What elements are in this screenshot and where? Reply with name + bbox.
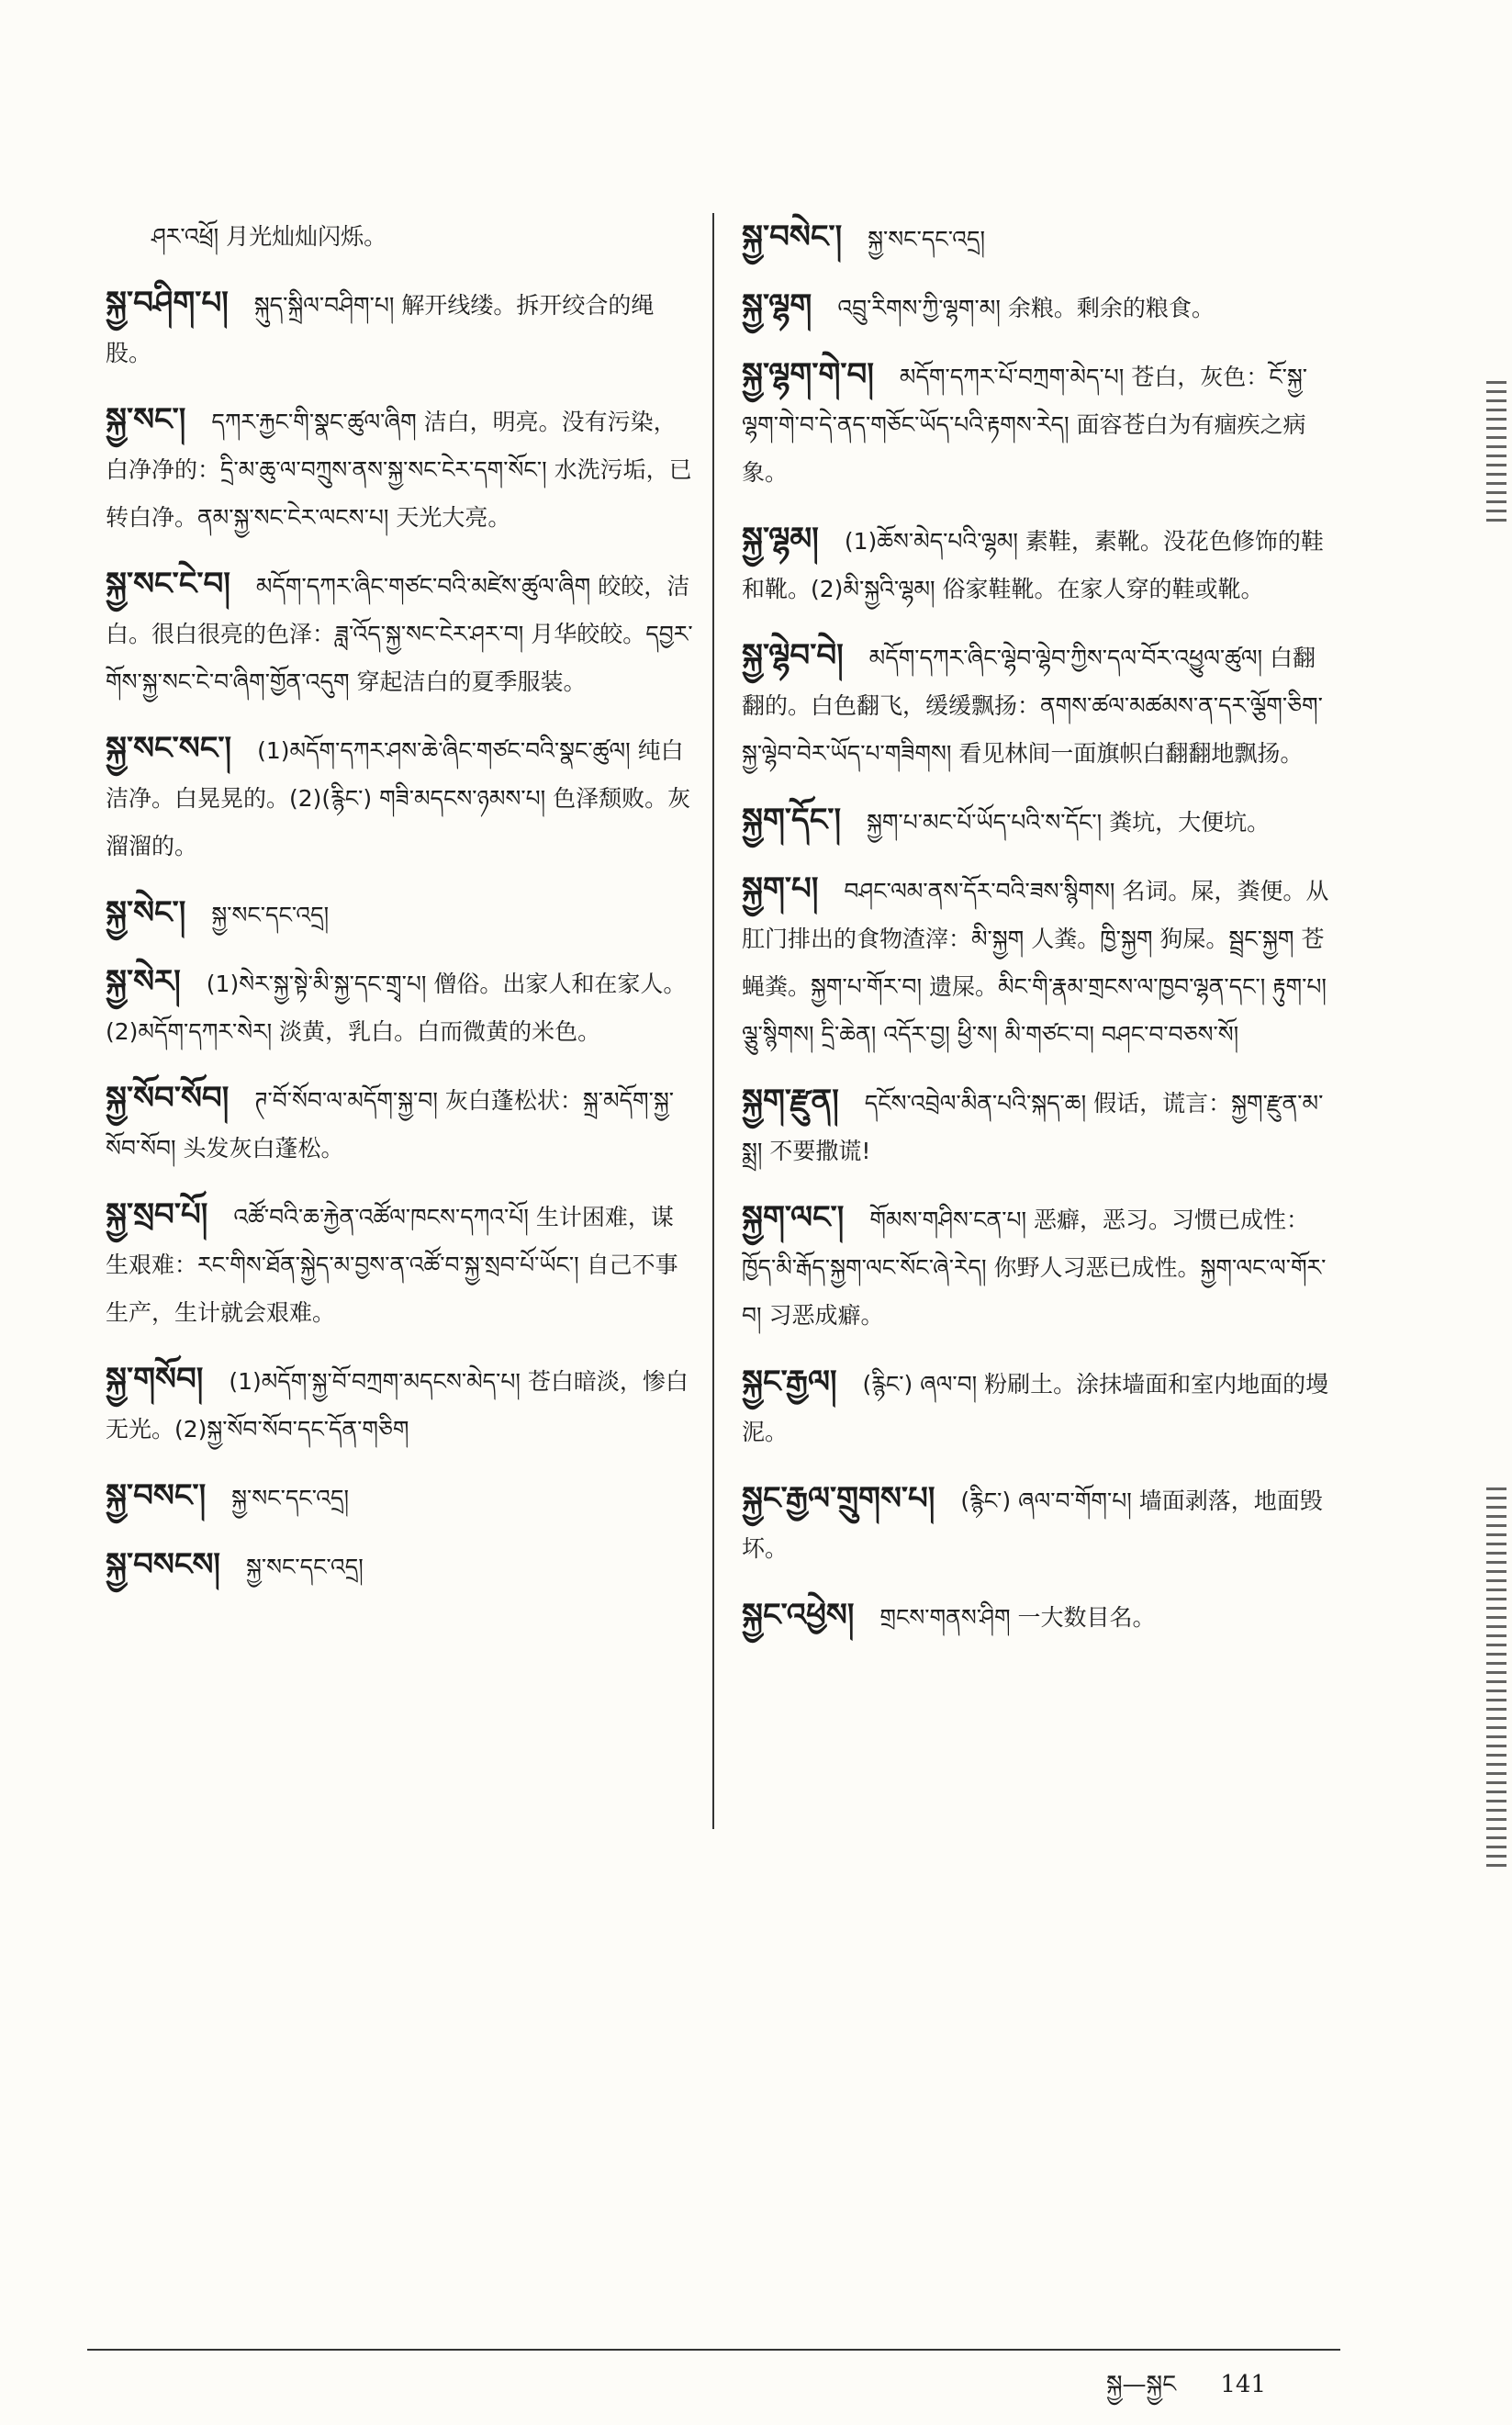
entry-headword: སྐྱ་ལྷེབ་བེ།: [742, 637, 844, 674]
entry-definition: (རྙིང་) ཞལ་བ་གོག་པ། 墙面剥落，地面毁坏。: [742, 1488, 1323, 1562]
entry-headword: སྐྱག་པ།: [742, 870, 819, 907]
left-column: [106, 213, 693, 1610]
dictionary-entry: [106, 560, 693, 706]
dictionary-entry: [106, 1191, 693, 1337]
column-divider: [712, 213, 714, 1829]
entry-definition: མདོག་དཀར་ཞིང་ལྷེབ་ལྷེབ་ཀྱིས་དལ་བོར་འཕྱུལ་ཚུལ། 白翻翻的。白色翻飞，缓缓飘扬：ནགས་ཚལ་མཚམས་ན་དར་ལྕོག་ཅིག་སྐྱ་ལྷེབ་བེར་ཡོད་པ་གཟིགས། 看见林间一面旗帜白翻翻地飘扬。: [742, 645, 1323, 767]
thumb-index-marks-top: [1486, 381, 1506, 528]
entry-headword: སྐྱ་བསངས།: [106, 1546, 220, 1583]
entry-definition: སྐྱ་སང་དང་འདྲ།: [245, 1554, 364, 1580]
entry-definition: (རྙིང་) ཞལ་བ། 粉刷土。涂抹墙面和室内地面的墁泥。: [742, 1371, 1329, 1445]
right-column: [742, 213, 1338, 1660]
entry-definition: སྐྱ་སང་དང་འདྲ།: [868, 226, 985, 253]
entry-headword: སྐྱ་གསོབ།: [106, 1361, 204, 1398]
dictionary-entry: [742, 1591, 1338, 1642]
dictionary-entry: [742, 1475, 1338, 1573]
entry-headword: སྐྱང་རྒྱལ།: [742, 1364, 837, 1400]
entry-definition: བཤང་ལམ་ནས་དོར་བའི་ཟས་སྙིགས། 名词。屎，粪便。从肛门排出的食物渣滓：མི་སྐྱག 人粪。ཁྱི་སྐྱག 狗屎。སྦྲང་སྐྱག 苍蝇粪。སྐྱག་པ་གོར་བ། 遗屎。མིང་གི་རྣམ་གྲངས་ལ་ཁྱབ་ལྷན་དང་། རྟུག་པ། ལྕུ་སྙིགས། དྲི་ཆེན། འདོར་བྱ། ཕྱི་ས། མི་གཙང་བ། བཤང་བ་བཅས་སོ།: [742, 878, 1334, 1048]
page-footer: [1106, 2358, 1266, 2425]
entry-headword: སྐྱ་སེང་།: [106, 894, 186, 931]
entry-definition: གྲངས་གནས་ཤིག 一大数目名。: [879, 1604, 1156, 1631]
page-number: 141: [1220, 2371, 1267, 2398]
entry-headword: སྐྱ་ལྷག: [742, 287, 812, 324]
dictionary-entry: [742, 865, 1338, 1059]
entry-headword: སྐྱ་སང་།: [106, 401, 186, 438]
dictionary-entry: [742, 282, 1338, 332]
entry-headword: སྐྱང་འཕྱེས།: [742, 1597, 855, 1634]
entry-headword: སྐྱག་རྫུན།: [742, 1083, 839, 1119]
entry-headword: སྐྱ་སེར།: [106, 963, 181, 1000]
entry-definition: མདོག་དཀར་པོ་བཀྲག་མེད་པ། 苍白，灰色：ངོ་སྐྱ་ལྷག་གེ་བ་དེ་ནད་གཅོང་ཡོད་པའི་རྟགས་རེད། 面容苍白为有痼疾之病象。: [742, 364, 1308, 486]
entry-headword: སྐྱ་སང་ངེ་བ།: [106, 566, 230, 602]
footer-entry-range: སྐྱ—སྐྱང: [1106, 2371, 1177, 2398]
entry-definition: འཚོ་བའི་ཆ་རྐྱེན་འཚོལ་ཁངས་དཀའ་པོ། 生计困难，谋生艰难：རང་གིས་ཐོན་སྐྱེད་མ་བྱས་ན་འཚོ་བ་སྐྱ་སྲབ་པོ་ཡོང་། 自己不事生产，生计就会艰难。: [106, 1204, 678, 1326]
entry-definition: (1)ཆོས་མེད་པའི་ལྷམ། 素鞋，素靴。没花色修饰的鞋和靴。(2)མི་སྐྱའི་ལྷམ། 俗家鞋靴。在家人穿的鞋或靴。: [742, 528, 1324, 602]
dictionary-entry: [106, 1472, 693, 1522]
dictionary-entry: [106, 958, 693, 1056]
thumb-index-marks-bottom: [1486, 1488, 1506, 1873]
entry-headword: སྐྱ་ལྷག་གེ་བ།: [742, 356, 874, 393]
entry-definition: (1)མདོག་དཀར་ཤས་ཆེ་ཞིང་གཙང་བའི་སྣང་ཚུལ། 纯白洁净。白晃晃的。(2)(རྙིང་) གཟི་མདངས་ཉམས་པ། 色泽颓败。灰溜溜的。: [106, 737, 691, 859]
entry-definition: དཀར་རྐྱང་གི་སྣང་ཚུལ་ཞིག 洁白，明亮。没有污染，白净净的：དྲི་མ་ཆུ་ལ་བཀྲུས་ནས་སྐྱ་སང་ངེར་དག་སོང་། 水洗污垢，已转白净。ནམ་སྐྱ་སང་ངེར་ལངས་པ། 天光大亮。: [106, 409, 692, 531]
dictionary-entry: [106, 889, 693, 939]
dictionary-entry: [742, 1194, 1338, 1340]
entry-definition: སྐྱ་སང་དང་འདྲ།: [231, 1485, 349, 1511]
entry-definition: སྐུད་སྐྲིལ་བཤིག་པ། 解开线缕。拆开绞合的绳股。: [106, 292, 655, 366]
dictionary-entry: [742, 213, 1338, 264]
dictionary-entry: [106, 724, 693, 870]
dictionary-entry: [742, 1077, 1338, 1175]
dictionary-entry: [742, 1358, 1338, 1456]
entry-headword: སྐྱག་ལང་།: [742, 1199, 845, 1236]
entry-definition: འབྲུ་རིགས་ཀྱི་ལྷག་མ། 余粮。剩余的粮食。: [837, 295, 1215, 321]
entry-definition: (1)མདོག་སྐྱ་བོ་བཀྲག་མདངས་མེད་པ། 苍白暗淡，惨白无光。(2)སྐྱ་སོབ་སོབ་དང་དོན་གཅིག: [106, 1368, 689, 1443]
entry-headword: སྐྱ་སྲབ་པོ།: [106, 1196, 208, 1233]
entry-definition: དངོས་འབྲེལ་མིན་པའི་སྐད་ཆ། 假话，谎言：སྐྱག་རྫུན་མ་སྨྲ། 不要撒谎!: [742, 1090, 1324, 1164]
dictionary-entry: [106, 213, 693, 261]
entry-definition: སྐྱག་པ་མང་པོ་ཡོད་པའི་ས་དོང་། 粪坑，大便坑。: [867, 809, 1271, 836]
entry-definition: སྐྱ་སང་དང་འདྲ།: [211, 902, 330, 928]
entry-headword: སྐྱ་བཤིག་པ།: [106, 285, 229, 321]
entry-continuation: ཤར་འཕྲོ། 月光灿灿闪烁。: [151, 223, 387, 250]
entry-headword: སྐྱ་ལྷམ།: [742, 521, 819, 557]
dictionary-entry: [742, 515, 1338, 613]
footer-rule: [87, 2349, 1340, 2351]
dictionary-entry: [742, 632, 1338, 778]
dictionary-entry: [106, 279, 693, 377]
dictionary-entry: [742, 351, 1338, 497]
dictionary-entry: [106, 396, 693, 542]
entry-definition: མདོག་དཀར་ཞིང་གཙང་བའི་མཛེས་ཚུལ་ཞིག 皎皎，洁白。很白很亮的色泽：ཟླ་འོད་སྐྱ་སང་ངེར་ཤར་བ། 月华皎皎。དབྱར་གོས་སྐྱ་སང་ངེ་བ་ཞིག་གྱོན་འདུག 穿起洁白的夏季服装。: [106, 573, 693, 695]
entry-definition: ཊ་བོ་སོབ་ལ་མདོག་སྐྱ་བ། 灰白蓬松状：སྐྲ་མདོག་སྐྱ་སོབ་སོབ། 头发灰白蓬松。: [106, 1087, 674, 1162]
entry-headword: སྐྱག་དོང་།: [742, 802, 842, 838]
dictionary-entry: [742, 796, 1338, 847]
entry-headword: སྐྱ་སང་སང་།: [106, 730, 232, 767]
entry-headword: སྐྱ་བསེང་།: [742, 219, 843, 255]
entry-headword: སྐྱ་བསང་།: [106, 1477, 207, 1514]
entry-headword: སྐྱ་སོབ་སོབ།: [106, 1080, 230, 1117]
dictionary-entry: [106, 1074, 693, 1173]
entry-headword: སྐྱང་རྒྱལ་གྲུགས་པ།: [742, 1480, 935, 1517]
entry-definition: གོམས་གཤིས་ངན་པ། 恶癖，恶习。习惯已成性：ཁྱོད་མི་རྒོད་སྐྱག་ལང་སོང་ཞེ་རེད། 你野人习恶已成性。སྐྱག་ལང་ལ་གོར་བ། 习恶成癖。: [742, 1207, 1327, 1329]
dictionary-entry: [106, 1541, 693, 1591]
entry-definition: (1)སེར་སྐྱ་སྟེ་མི་སྐྱ་དང་གྲྭ་པ། 僧俗。出家人和在家人。(2)མདོག་དཀར་སེར། 淡黄，乳白。白而微黄的米色。: [106, 971, 687, 1045]
dictionary-entry: [106, 1355, 693, 1454]
